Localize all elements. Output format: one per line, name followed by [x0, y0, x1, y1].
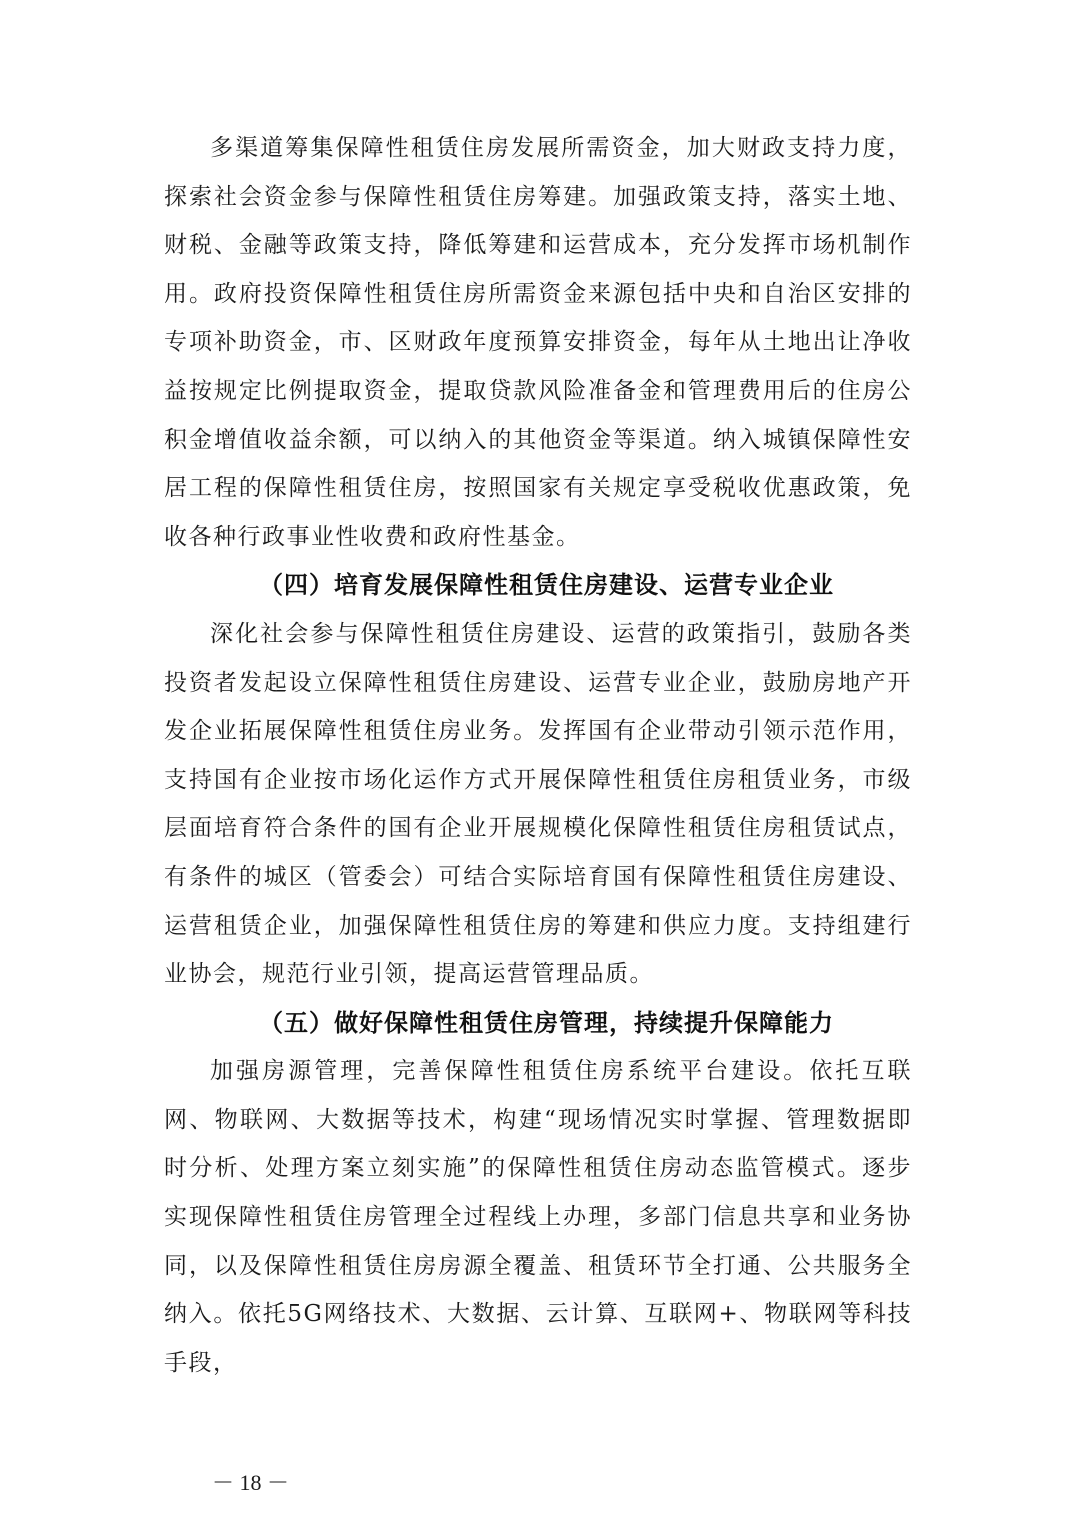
paragraph-funding: 多渠道筹集保障性租赁住房发展所需资金，加大财政支持力度，探索社会资金参与保障性租赁住房筹建。加强政策支持，落实土地、财税、金融等政策支持，降低筹建和运营成本，充分发挥市场机制作用。政府投资保障性租赁住房所需资金来源包括中央和自治区安排的专项补助资金，市、区财政年度预算安排资金，每年从土地出让净收益按规定比例提取资金，提取贷款风险准备金和管理费用后的住房公积金增值收益余额，可以纳入的其他资金等渠道。纳入城镇保障性安居工程的保障性租赁住房，按照国家有关规定享受税收优惠政策，免收各种行政事业性收费和政府性基金。 [164, 135, 912, 550]
section-heading-5: （五）做好保障性租赁住房管理，持续提升保障能力 [259, 1008, 834, 1037]
paragraph-management: 加强房源管理，完善保障性租赁住房系统平台建设。依托互联网、物联网、大数据等技术，构建“现场情况实时掌握、管理数据即时分析、处理方案立刻实施”的保障性租赁住房动态监管模式。逐步实现保障性租赁住房管理全过程线上办理，多部门信息共享和业务协同，以及保障性租赁住房房源全覆盖、租赁环节全打通、公共服务全纳入。依托5G网络技术、大数据、云计算、互联网+、物联网等科技手段， [164, 1058, 912, 1376]
paragraph-enterprises: 深化社会参与保障性租赁住房建设、运营的政策指引，鼓励各类投资者发起设立保障性租赁住房建设、运营专业企业，鼓励房地产开发企业拓展保障性租赁住房业务。发挥国有企业带动引领示范作用，支持国有企业按市场化运作方式开展保障性租赁住房租赁业务，市级层面培育符合条件的国有企业开展规模化保障性租赁住房租赁试点，有条件的城区（管委会）可结合实际培育国有保障性租赁住房建设、运营租赁企业，加强保障性租赁住房的筹建和供应力度。支持组建行业协会，规范行业引领，提高运营管理品质。 [164, 620, 912, 988]
page-number: － 18 － [212, 1470, 290, 1495]
document-body [164, 124, 912, 1387]
section-heading-4: （四）培育发展保障性租赁住房建设、运营专业企业 [259, 571, 834, 600]
